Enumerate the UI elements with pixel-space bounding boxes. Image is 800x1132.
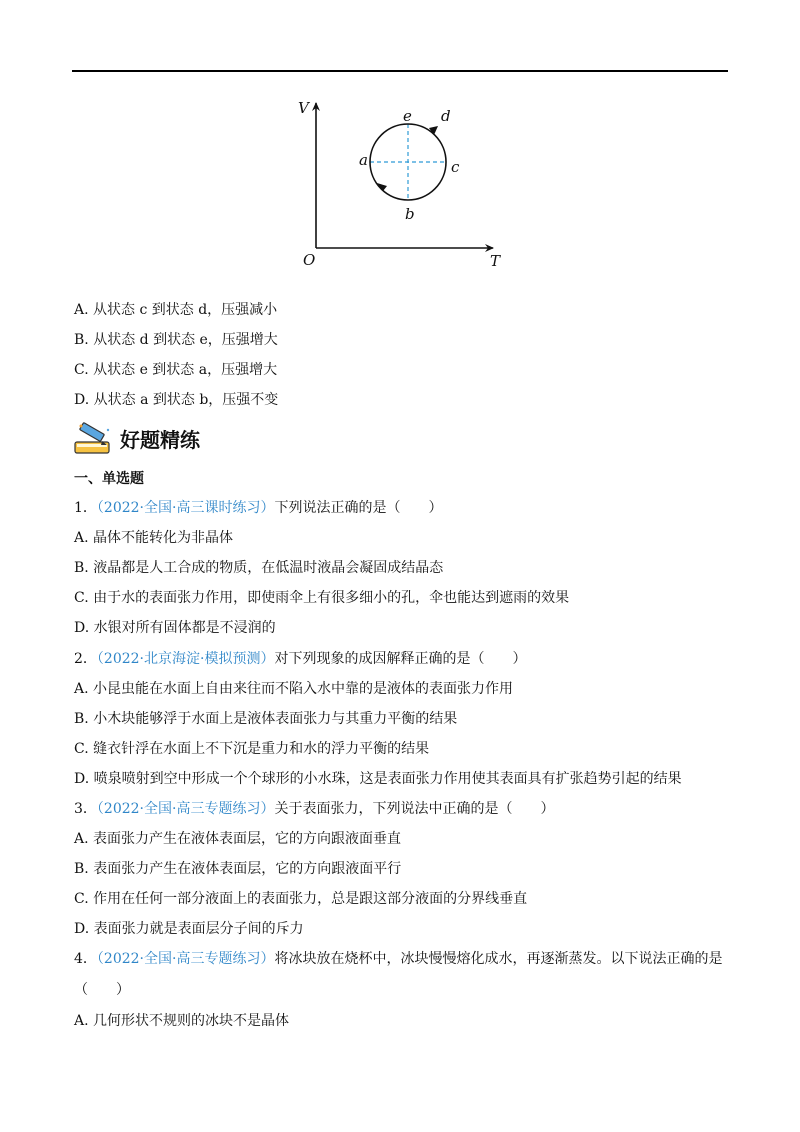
section-heading <box>72 420 200 456</box>
question-source: （2022·全国·高三专题练习） <box>96 951 275 967</box>
q3-option-d: D. 表面张力就是表面层分子间的斥力 <box>74 921 304 937</box>
label-a: a <box>359 151 368 169</box>
q4-option-a: A. 几何形状不规则的冰块不是晶体 <box>74 1013 290 1029</box>
q3-option-b: B. 表面张力产生在液体表面层，它的方向跟液面平行 <box>74 861 402 877</box>
label-v: V <box>298 99 309 117</box>
q2-option-c: C. 缝衣针浮在水面上不下沉是重力和水的浮力平衡的结果 <box>74 741 430 757</box>
q1-option-a: A. 晶体不能转化为非晶体 <box>74 530 234 546</box>
prev-option-c: C. 从状态 e 到状态 a，压强增大 <box>74 362 278 378</box>
question-2-stem: 2．（2022·北京海淀·模拟预测）对下列现象的成因解释正确的是（ ） <box>74 651 527 667</box>
header-rule <box>72 70 728 72</box>
prev-option-b: B. 从状态 d 到状态 e，压强增大 <box>74 332 278 348</box>
q2-option-b: B. 小木块能够浮于水面上是液体表面张力与其重力平衡的结果 <box>74 711 458 727</box>
label-d: d <box>441 107 451 125</box>
label-o: O <box>303 251 316 269</box>
section-title: 一、单选题 <box>74 471 144 487</box>
q3-option-c: C. 作用在任何一部分液面上的表面张力，总是跟这部分液面的分界线垂直 <box>74 891 528 907</box>
pencil-book-icon <box>72 420 114 456</box>
question-4-stem: 4．（2022·全国·高三专题练习）将冰块放在烧杯中，冰块慢慢熔化成水，再逐渐蒸发。以下说法正确的是 <box>74 951 723 967</box>
question-4-stem-continued: （ ） <box>74 982 130 998</box>
label-t: T <box>490 252 501 270</box>
q1-option-b: B. 液晶都是人工合成的物质，在低温时液晶会凝固成结晶态 <box>74 560 444 576</box>
question-source: （2022·北京海淀·模拟预测） <box>96 651 275 667</box>
question-3-stem: 3．（2022·全国·高三专题练习）关于表面张力，下列说法中正确的是（ ） <box>74 801 555 817</box>
q3-option-a: A. 表面张力产生在液体表面层，它的方向跟液面垂直 <box>74 831 402 847</box>
question-source: （2022·全国·高三课时练习） <box>96 500 275 516</box>
label-b: b <box>405 205 415 223</box>
question-1-stem: 1．（2022·全国·高三课时练习）下列说法正确的是（ ） <box>74 500 443 516</box>
vt-cycle-diagram <box>295 95 510 273</box>
heading-title: 好题精练 <box>120 427 200 452</box>
q2-option-a: A. 小昆虫能在水面上自由来往而不陷入水中靠的是液体的表面张力作用 <box>74 681 514 697</box>
label-c: c <box>451 158 460 176</box>
q1-option-c: C. 由于水的表面张力作用，即使雨伞上有很多细小的孔，伞也能达到遮雨的效果 <box>74 590 570 606</box>
q2-option-d: D. 喷泉喷射到空中形成一个个球形的小水珠，这是表面张力作用使其表面具有扩张趋势引起的结果 <box>74 771 682 787</box>
prev-option-a: A. 从状态 c 到状态 d，压强减小 <box>74 302 278 318</box>
prev-option-d: D. 从状态 a 到状态 b，压强不变 <box>74 392 279 408</box>
q1-option-d: D. 水银对所有固体都是不浸润的 <box>74 620 276 636</box>
label-e: e <box>403 107 412 125</box>
question-source: （2022·全国·高三专题练习） <box>96 801 275 817</box>
